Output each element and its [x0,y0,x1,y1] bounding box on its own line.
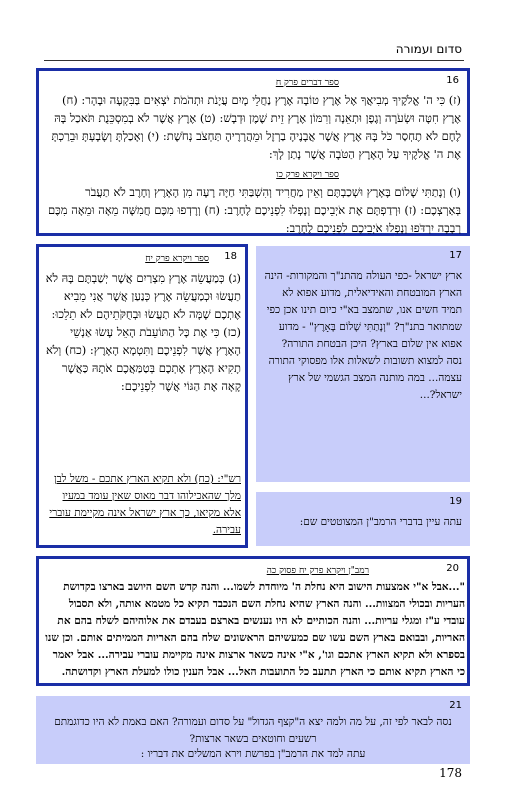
verse-text: (ג) כְּמַעֲשֵׂה אֶרֶץ מִצְרַיִם אֲשֶׁר יְשַׁבְתֶּם בָּהּ לֹא תַעֲשׂוּ וּכְמַעֲשֵׂה אֶרֶץ כְּנַעַן אֲשֶׁר אֲנִי מֵבִיא אֶתְכֶם שָׁמָּה לֹא תַעֲשׂוּ וּבְחֻקֹּתֵיהֶם לֹא תֵלֵכוּ: (כז) כִּי אֶת כָּל הַתּוֹעֵבֹת הָאֵל עָשׂוּ אַנְשֵׁי הָאָרֶץ אֲשֶׁר לִפְנֵיכֶם וַתִּטְמָא הָאָרֶץ: (כח) וְלֹא תָקִיא הָאָרֶץ אֶתְכֶם בְּטַמַּאֲכֶם אֹתָהּ כַּאֲשֶׁר קָאָה אֶת הַגּוֹי אֲשֶׁר לִפְנֵיכֶם: [45,271,241,393]
box-18 [36,244,248,548]
source-title: ספר דברים פרק ח [275,78,339,88]
verse-text: (ז) כִּי ה' אֱלֹקֶיךָ מְבִיאֲךָ אֶל אֶרֶץ טוֹבָה אֶרֶץ נַחֲלֵי מָיִם עֲיָנֹת וּתְהֹמֹת יֹצְאִים בַּבִּקְעָה וּבָהָר: (ח) אֶרֶץ חִטָּה וּשְׂעֹרָה וְגֶפֶן וּתְאֵנָה וְרִמּוֹן אֶרֶץ זֵית שֶׁמֶן וּדְבָשׁ: (ט) אֶרֶץ אֲשֶׁר לֹא בְמִסְכֵּנֻת תֹּאכַל בָּהּ לֶחֶם לֹא תֶחְסַר כֹּל בָּהּ אֶרֶץ אֲשֶׁר אֲבָנֶיהָ בַרְזֶל וּמֵהֲרָרֶיהָ תַּחְצֹב נְחֹשֶׁת: (י) וְאָכַלְתָּ וְשָׂבָעְתָּ וּבֵרַכְתָּ אֶת ה' אֱלֹקֶיךָ עַל הָאָרֶץ הַטֹּבָה אֲשֶׁר נָתַן לָךְ: [51,93,461,161]
box-number: 17 [449,250,462,261]
question-text: ארץ ישראל -כפי העולה מהתנ"ך והמקורות- הינה הארץ המובטחת והאידיאלית, מדוע אפוא לא תמיד חשים אנו, שתמצב בא"י כיום תינו אכן כפי שמתואר בתנ"ך? "וְנָתַתִּי שָׁלוֹם בָּאָרֶץ" - מדוע אפוא אין שלום בארץ? היכן הבטחת התורה? נסה למצוא תשובות לשאלות אלו מפסוקי התורה עצמה... במה מותנה המצב הגשמי של ארץ ישראל?... [264,270,462,401]
box-16 [36,68,470,236]
running-head: סדום ועמורה [395,42,462,56]
box-21 [36,696,470,764]
verse-text: (ו) וְנָתַתִּי שָׁלוֹם בָּאָרֶץ וּשְׁכַבְתֶּם וְאֵין מַחֲרִיד וְהִשְׁבַּתִּי חַיָּה רָעָה מִן הָאָרֶץ וְחֶרֶב לֹא תַעֲבֹר בְּאַרְצְכֶם: (ז) וּרְדַפְתֶּם אֶת אֹיְבֵיכֶם וְנָפְלוּ לִפְנֵיכֶם לֶחָרֶב: (ח) וְרָדְפוּ מִכֶּם חֲמִשָּׁה מֵאָה וּמֵאָה מִכֶּם רְבָבָה יִרְדֹּפוּ וְנָפְלוּ אֹיְבֵיכֶם לִפְנֵיכֶם לֶחָרֶב: [48,185,461,235]
box-19 [256,492,470,546]
box-number: 16 [446,75,459,86]
box-20 [36,556,470,686]
box-number: 18 [224,251,237,262]
box-number: 21 [449,700,462,711]
question-text: נסה לבאר לפי זה, על מה ולמה יצא ה"קצף הגדול" על סדום ועמורה? האם באמת לא היו כדוגמתם רשעים וחוטאים בשאר ארצות? [54,716,452,745]
source-title: ספר ויקרא פרק יח [145,254,209,264]
source-title: ספר ויקרא פרק כו [276,170,339,180]
page-number: 178 [439,766,462,780]
box-number: 20 [446,563,459,574]
source-title: רמב"ן ויקרא פרק יח פסוק כה [266,566,369,576]
instruction-text: עתה למד את הרמב"ן בפרשת וירא המשלים את דבריו : [140,748,366,760]
header-rule [44,60,464,61]
box-number: 19 [449,496,462,507]
box-17 [256,246,470,482]
instruction-text: עתה עיין בדברי הרמב"ן המצוטטים שם: [299,516,462,528]
rashi-commentary: רש"י: (כח) ולא תקיא הארץ אתכם - משל לבן מלך שהאכילוהו דבר מאוס שאין עומד במעיו אלא מקיאו, כך ארץ ישראל אינה מקיימת עוברי עבירה. [49,473,241,536]
ramban-quote: "...אבל א"י אמצעות הישוב היא נחלת ה' מיוחדת לשמו... והנה קדש השם היושב בארצו בקדושת העריות ובכולי המצוות... והנה הארץ שהיא נחלת השם הנכבד תקיא כל מטמא אותה, ולא תסבול עובדי ע"ז ומגלי עריות... והנה הכותיים לא היו נענשים בארצם בעבדם את אלוהיהם לשלח בהם את האריות, ובבואם בארץ השם עשו שם כמעשיהם הראשונים שלח בהם האריות הממיתים אותם. וכן שנו בספרא ולא תקיא הארץ אתכם וגו', א"י אינה כשאר ארצות אינה מקיימת עוברי עבירה... אבל יאמר כי הארץ תקיא אותם כי הארץ תתעב כל התועבות האל... אבל הענין כולו למעלת הארץ וקדושתה. [45,581,465,678]
